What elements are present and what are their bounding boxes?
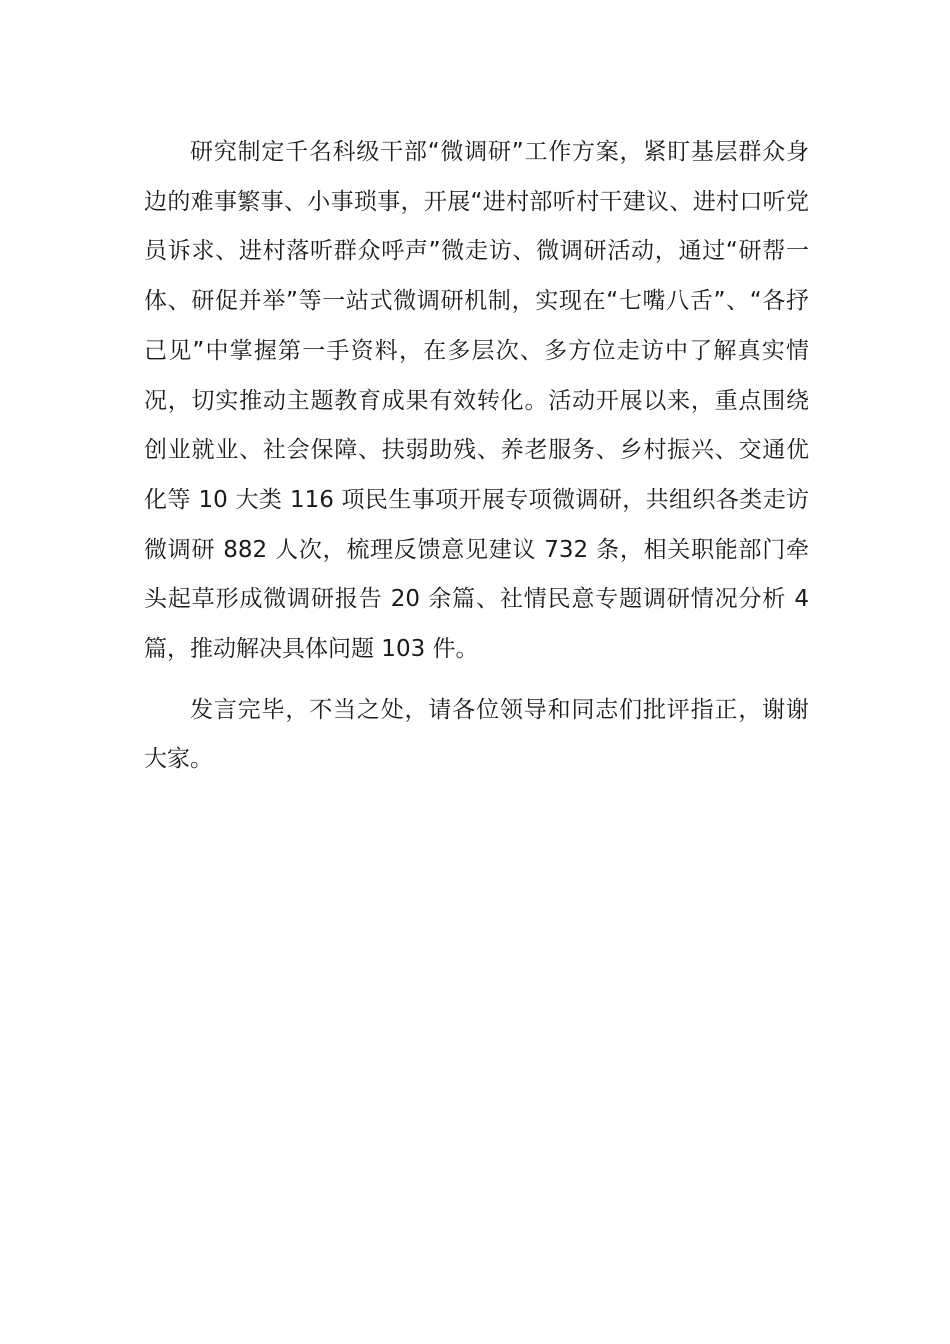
document-body: [144, 128, 809, 785]
body-paragraph-research-summary: 研究制定千名科级干部“微调研”工作方案，紧盯基层群众身边的难事繁事、小事琐事，开展“进村部听村干建议、进村口听党员诉求、进村落听群众呼声”微走访、微调研活动，通过“研帮一体、研促并举”等一站式微调研机制，实现在“七嘴八舌”、“各抒己见”中掌握第一手资料，在多层次、多方位走访中了解真实情况，切实推动主题教育成果有效转化。活动开展以来，重点围绕创业就业、社会保障、扶弱助残、养老服务、乡村振兴、交通优化等 10 大类 116 项民生事项开展专项微调研，共组织各类走访微调研 882 人次，梳理反馈意见建议 732 条，相关职能部门牵头起草形成微调研报告 20 余篇、社情民意专题调研情况分析 4 篇，推动解决具体问题 103 件。: [144, 139, 809, 663]
body-paragraph-closing-remarks: 发言完毕，不当之处，请各位领导和同志们批评指正，谢谢大家。: [144, 696, 809, 773]
